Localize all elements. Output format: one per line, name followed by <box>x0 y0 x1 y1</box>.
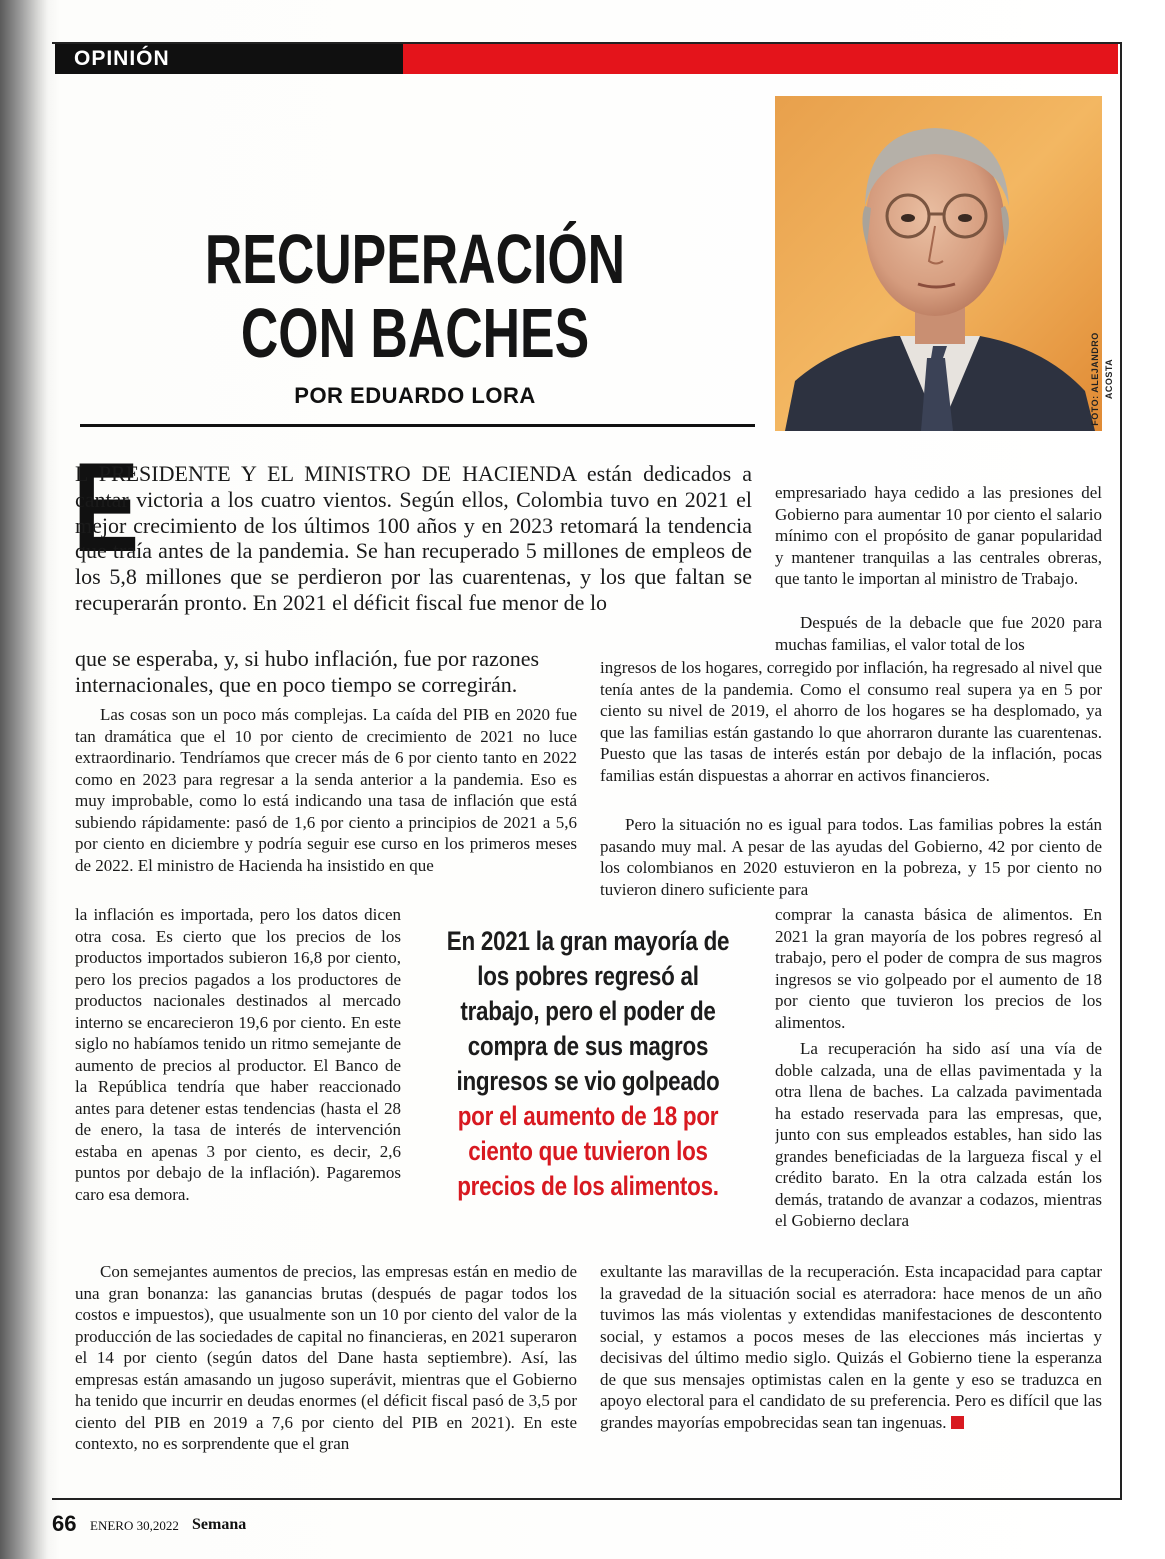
pull-quote <box>442 924 734 1204</box>
lead-paragraph: L PRESIDENTE Y EL MINISTRO DE HACIENDA están dedicados a cantar victoria a los cuatro vientos. Según ellos, Colombia tuvo en 2021 el mejor crecimiento de los últimos 100 años y en 2023 retomará la tendencia que traía antes de la pandemia. Se han recuperado 5 millones de empleos de los 5,8 millones que se perdieron por las cuarentenas, y los que faltan se recuperarán pronto. En 2021 el déficit fiscal fue menor de lo <box>75 461 752 615</box>
section-bar-accent <box>403 44 1118 74</box>
col2-paragraph-5: comprar la canasta básica de alimentos. En 2021 la gran mayoría de los pobres regresó al trabajo, pero el poder de compra de sus magros ingresos se vio golpeado por el aumento de 18 por ciento que tuvieron los precios de los alimentos. <box>775 905 1102 1032</box>
col2-paragraph-6: La recuperación ha sido así una vía de doble calzada, una de ellas pavimentada y la otra llena de baches. La calzada pavimentada ha estado reservada para las empresas, que, junto con sus empleados estables, han sido las grandes beneficiadas de la largueza fiscal y el crédito barato. En la otra calzada están los demás, tratando de avanzar a codazos, mientras el Gobierno declara <box>775 1039 1102 1230</box>
photo-credit: FOTO: ALEJANDRO ACOSTA <box>1090 332 1114 426</box>
col2-paragraph-1: empresariado haya cedido a las presiones del Gobierno para aumentar 10 por ciento el salario mínimo con el propósito de ganar popularidad y mantener tranquilas a las centrales obreras, que tanto le importan al ministro de Trabajo. <box>775 483 1102 588</box>
pull-quote-highlight: por el aumento de 18 por ciento que tuvieron los precios de los alimentos. <box>457 1101 719 1201</box>
pull-quote-text: En 2021 la gran mayoría de los pobres regresó al trabajo, pero el poder de compra de sus magros ingresos se vio golpeado <box>446 926 730 1096</box>
col1-paragraph-1: Las cosas son un poco más complejas. La caída del PIB en 2020 fue tan dramática que el 10 por ciento de crecimiento de 2021 no luce extraordinario. Tendríamos que crecer más de 6 por ciento tanto en 2022 como en 2023 para regresar a la senda anterior a la pandemia. Eso es muy improbable, como lo está indicando una tasa de inflación que está subiendo rápidamente: pasó de 1,6 por ciento a principios de 2021 a 5,6 por ciento en diciembre y podría seguir ese curso en los primeros meses de 2022. El ministro de Hacienda ha insistido en que <box>75 705 577 875</box>
headline-line-2: CON BACHES <box>240 294 590 372</box>
col2-paragraph-4: Pero la situación no es igual para todos. Las familias pobres la están pasando muy mal. A pesar de las ayudas del Gobierno, 42 por ciento de los colombianos en 2020 estuvieron en la pobreza, y 15 por ciento no tuvieron dinero suficiente para <box>600 815 1102 899</box>
headline-line-1: RECUPERACIÓN <box>204 220 626 298</box>
headline <box>197 222 634 370</box>
byline: POR EDUARDO LORA <box>294 383 536 408</box>
author-photo <box>775 96 1102 431</box>
lead-paragraph-continued: que se esperaba, y, si hubo inflación, fue por razones internacionales, que en poco tiempo se corregirán. <box>75 646 540 697</box>
col1-paragraph-2: la inflación es importada, pero los datos dicen otra cosa. Es cierto que los precios de los productos importados subieron 16,8 por ciento, pero los precios pagados a los productores de productos nacionales destinados al mercado interno se encarecieron 19,6 por ciento. En este siglo no habíamos tenido un ritmo semejante de aumento de precios al productor. El Banco de la República tendría que haber reaccionado antes para detener estas tendencias (hasta el 28 de enero, la tasa de interés de intervención estaba en apenas 3 por ciento, es decir, 2,6 puntos por debajo de la inflación). Pagaremos caro esa demora. <box>75 905 401 1204</box>
col2-paragraph-3: ingresos de los hogares, corregido por inflación, ha regresado al nivel que tenía antes de la pandemia. Como el consumo real supera ya en 5 por ciento su nivel de 2019, el ahorro de los hogares se ha desplomado, ya que las familias están gastando lo que ahorraron durante las cuarentenas. Puesto que las tasas de interés están por debajo de la inflación, pocas familias están dispuestas a ahorrar en activos financieros. <box>600 658 1102 785</box>
section-label: OPINIÓN <box>74 47 170 70</box>
col2-paragraph-2: Después de la debacle que fue 2020 para muchas familias, el valor total de los <box>775 613 1102 654</box>
page-border-right <box>1120 42 1122 1500</box>
drop-cap: E <box>73 436 140 578</box>
col2-paragraph-7 <box>600 1261 1102 1489</box>
page-border-bottom <box>52 1498 1122 1500</box>
issue-date: ENERO 30,2022 <box>90 1518 179 1533</box>
headline-rule <box>80 424 755 427</box>
end-mark-icon <box>951 1416 964 1429</box>
col1-paragraph-3: Con semejantes aumentos de precios, las empresas están en medio de una gran bonanza: las ganancias brutas (después de pagar todos los costos e impuestos), que usualmente son un 10 por ciento del valor de la producción de las sociedades de capital no financieras, en 2021 superaron el 14 por ciento (según datos del Dane hasta septiembre). Así, las empresas están amasando un jugoso superávit, mientras que el Gobierno ha tenido que incurrir en deudas enormes (el déficit fiscal pasó de 3,5 por ciento del PIB en 2019 a 7,6 por ciento del PIB en 2021). En este contexto, no es sorprendente que el gran <box>75 1262 577 1453</box>
col2-paragraph-7-text: exultante las maravillas de la recuperación. Esta incapacidad para captar la gravedad de la situación social es aterradora: hace menos de un año tuvimos las más violentas y extendidas manifestaciones de descontento social, y estamos a pocos meses de las elecciones más inciertas y decisivas del último medio siglo. Quizás el Gobierno tiene la esperanza de que sus mensajes optimistas calen en la gente y eso se traduzca en apoyo electoral para el candidato de su preferencia. Pero es difícil que las grandes mayorías empobrecidas sean tan ingenuas. <box>600 1262 1102 1432</box>
publication-name: Semana <box>192 1516 247 1533</box>
page-number: 66 <box>52 1511 77 1536</box>
